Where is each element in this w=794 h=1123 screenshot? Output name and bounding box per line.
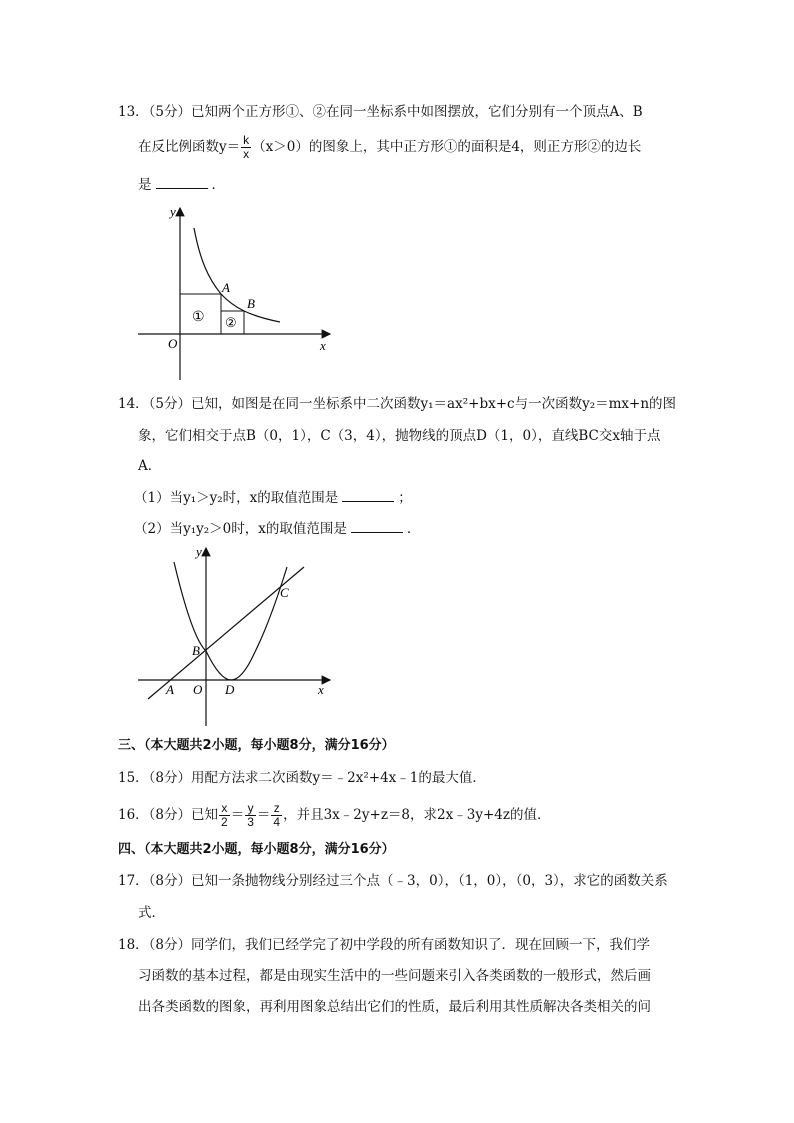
- q16-frac-y-num: y: [245, 802, 256, 816]
- q14-x-label: x: [318, 682, 324, 697]
- q13-line-2-b: （x＞0）的图象上，其中正方形①的面积是4，则正方形②的边长: [252, 139, 642, 155]
- q13-point-b-label: B: [247, 296, 255, 311]
- q14-part-1-text: （1）当y₁＞y₂时，x的取值范围是: [134, 490, 339, 506]
- q16-frac-x: [219, 802, 230, 829]
- q13-origin-label: O: [168, 336, 178, 351]
- q17-line-2: 式．: [138, 905, 165, 921]
- q16-text: [118, 802, 550, 829]
- q16-eq-2: ＝: [256, 807, 271, 823]
- q13-fraction: [241, 134, 251, 161]
- q16-frac-x-den: 2: [221, 815, 228, 829]
- q13-y-label: y: [170, 204, 176, 219]
- q14-origin-label: O: [193, 682, 203, 697]
- q14-part-2-text: （2）当y₁y₂＞0时，x的取值范围是: [134, 521, 347, 537]
- q14-line-3: A．: [138, 458, 162, 474]
- q16-eq-1: ＝: [230, 807, 245, 823]
- q13-square-2-label: ②: [225, 315, 237, 330]
- q14-answer-blank-1[interactable]: [342, 489, 394, 502]
- q14-answer-blank-2[interactable]: [351, 520, 403, 533]
- q14-part-1: [134, 488, 412, 508]
- q17-line-1: 17．（8分）已知一条抛物线分别经过三个点（﹣3，0），（1，0），（0，3），求它的函数关系: [118, 873, 668, 889]
- q13-line-3: [138, 175, 225, 195]
- q13-figure: [130, 200, 340, 385]
- q16-frac-z-den: 4: [273, 815, 281, 829]
- q13-answer-blank[interactable]: [156, 176, 208, 189]
- q14-figure: [130, 542, 345, 732]
- q13-frac-num: k: [243, 133, 250, 147]
- q13-line-2-a: 在反比例函数y＝: [138, 139, 241, 155]
- q18-line-1: 18．（8分）同学们，我们已经学完了初中学段的所有函数知识了．现在回顾一下，我们学: [118, 937, 651, 953]
- q13-line-3-end: ．: [211, 177, 225, 193]
- q14-part-2: [134, 519, 420, 539]
- q16-frac-z-num: z: [271, 802, 282, 816]
- q13-square-1-label: ①: [192, 310, 205, 325]
- q16-frac-y-den: 3: [247, 815, 254, 829]
- q15-text: 15．（8分）用配方法求二次函数y＝﹣2x²+4x﹣1的最大值．: [118, 770, 486, 786]
- q14-point-d-label: D: [225, 682, 235, 697]
- q13-x-label: x: [320, 338, 326, 353]
- q14-point-a-label: A: [166, 682, 174, 697]
- section-4-title: 四、（本大题共2小题，每小题8分，满分16分）: [118, 842, 395, 857]
- q14-point-b-label: B: [192, 643, 200, 658]
- q16-b: ，并且3x﹣2y+z＝8，求2x﹣3y+4z的值．: [283, 807, 551, 823]
- q13-frac-den: x: [243, 147, 250, 161]
- q16-frac-z: [271, 802, 282, 829]
- q14-line-1: 14．（5分）已知，如图是在同一坐标系中二次函数y₁＝ax²+bx+c与一次函数y₂＝mx+n的图: [118, 396, 677, 412]
- q13-line-2: [138, 134, 641, 161]
- q18-line-2: 习函数的基本过程，都是由现实生活中的一些问题来引入各类函数的一般形式，然后画: [138, 968, 651, 984]
- q13-point-a-label: A: [222, 280, 230, 295]
- q14-line-2: 象，它们相交于点B（0，1），C（3，4），抛物线的顶点D（1，0），直线BC交x轴于点: [138, 428, 661, 444]
- q16-a: 16．（8分）已知: [118, 807, 219, 823]
- q16-frac-x-num: x: [219, 802, 230, 816]
- q13-line-1: 13．（5分）已知两个正方形①、②在同一坐标系中如图摆放，它们分别有一个顶点A、B: [118, 104, 643, 120]
- q14-part-1-end: ；: [398, 490, 412, 506]
- q18-line-3: 出各类函数的图象，再利用图象总结出它们的性质，最后利用其性质解决各类相关的问: [138, 999, 651, 1015]
- q14-part-2-end: ．: [406, 521, 421, 537]
- q13-hyperbola: [194, 228, 280, 322]
- q13-line-3-a: 是: [138, 177, 152, 193]
- section-3-title: 三、（本大题共2小题，每小题8分，满分16分）: [118, 738, 395, 753]
- q14-point-c-label: C: [280, 585, 289, 600]
- q14-y-label: y: [196, 544, 202, 559]
- q16-frac-y: [245, 802, 256, 829]
